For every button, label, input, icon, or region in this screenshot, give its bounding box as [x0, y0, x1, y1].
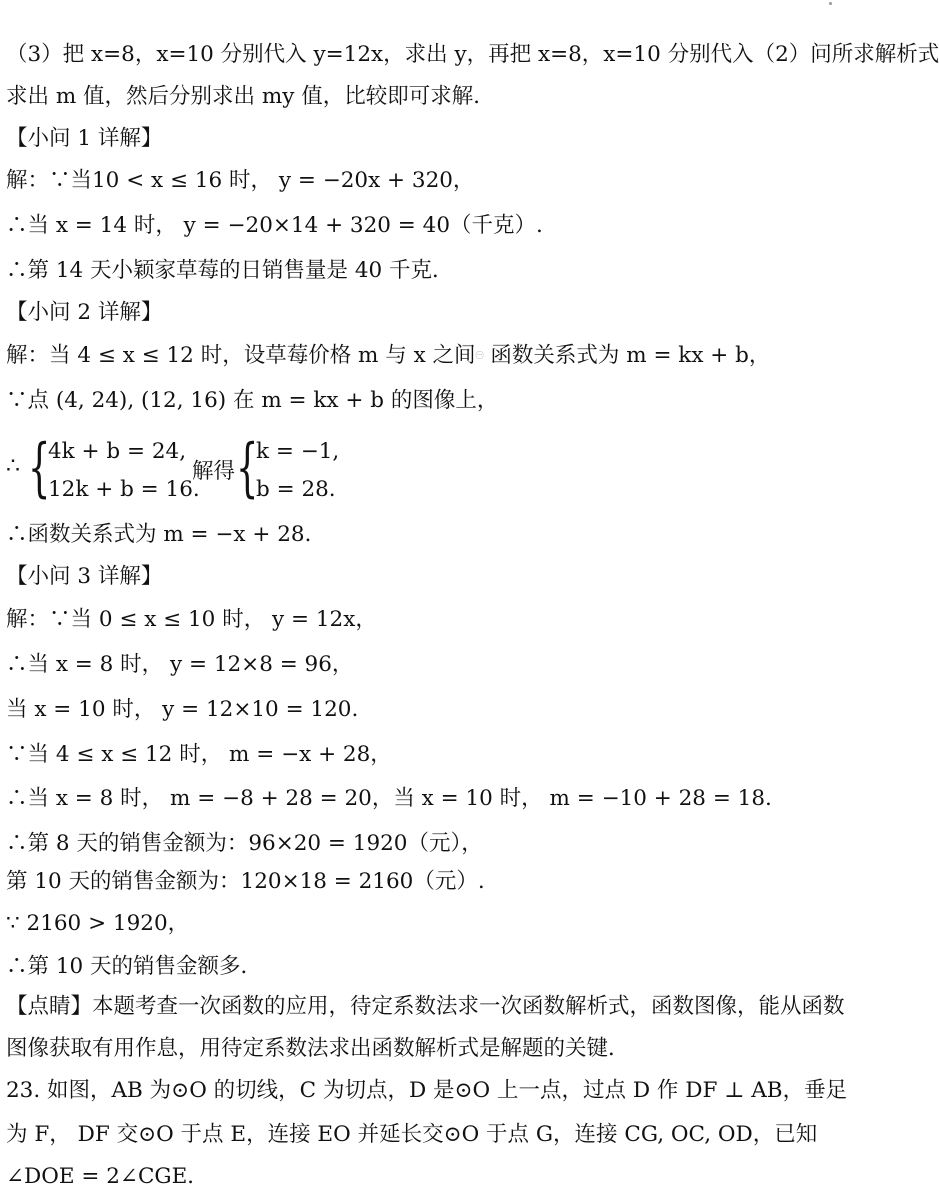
q3-conclusion: ∴第 10 天的销售金额多．: [6, 954, 263, 979]
q3-line-5: ∴当 x = 8 时， m = −8 + 28 = 20，当 x = 10 时， m = −10 + 28 = 18.: [6, 786, 772, 811]
q2-line-1: [6, 341, 834, 371]
q1-line-2: ∴当 x = 14 时， y = −20×14 + 320 = 40（千克）.: [6, 213, 543, 238]
heading-q3: 【小问 3 详解】: [6, 564, 163, 589]
system-eq2: 12k + b = 16.: [48, 477, 200, 502]
therefore-symbol: ∴: [6, 454, 20, 479]
heading-q2: 【小问 2 详解】: [6, 300, 163, 325]
system-sol1: k = −1,: [256, 439, 340, 464]
right-brace: {: [236, 431, 259, 505]
system-sol2: b = 28.: [256, 477, 336, 502]
small-mark: ㊀: [475, 351, 484, 360]
problem-23-line-2: 为 F， DF 交⊙O 于点 E，连接 EO 并延长交⊙O 于点 G，连接 CG, OC, OD，已知: [6, 1122, 818, 1147]
q3-line-2: ∴当 x = 8 时， y = 12×8 = 96，: [6, 652, 354, 677]
q2-line-1-b: 函数关系式为 m = kx + b，: [490, 343, 771, 368]
q2-line-1-a: 解：当 4 ≤ x ≤ 12 时，设草莓价格 m 与 x 之间: [6, 343, 476, 368]
line-hint-3: （3）把 x=8，x=10 分别代入 y=12x，求出 y，再把 x=8，x=10 分别代入（2）问所求解析式: [6, 42, 939, 67]
page-corner-dot: [829, 2, 832, 5]
system-eq1: 4k + b = 24,: [48, 439, 187, 464]
q2-line-2: ∵点 (4, 24), (12, 16) 在 m = kx + b 的图像上，: [6, 388, 499, 413]
remark-line-2: 图像获取有用作息，用待定系数法求出函数解析式是解题的关键．: [6, 1036, 630, 1061]
q3-line-7: 第 10 天的销售金额为：120×18 = 2160（元）.: [6, 869, 485, 894]
problem-23-line-3: ∠DOE = 2∠CGE．: [6, 1164, 209, 1189]
left-brace: {: [28, 431, 51, 505]
line-hint-3-cont: 求出 m 值，然后分别求出 my 值，比较即可求解．: [6, 84, 495, 109]
q2-conclusion: ∴函数关系式为 m = −x + 28．: [6, 522, 327, 547]
solve-text: 解得: [192, 459, 236, 484]
q3-line-6: ∴第 8 天的销售金额为：96×20 = 1920（元），: [6, 831, 483, 856]
equation-system: [6, 432, 426, 508]
heading-q1: 【小问 1 详解】: [6, 126, 163, 151]
q3-line-3: 当 x = 10 时， y = 12×10 = 120.: [6, 697, 359, 722]
q1-line-1: 解：∵当10 < x ≤ 16 时， y = −20x + 320，: [6, 168, 475, 193]
q1-conclusion: ∴第 14 天小颖家草莓的日销售量是 40 千克．: [6, 258, 454, 283]
q3-line-8: ∵ 2160 > 1920，: [6, 911, 190, 936]
q3-line-1: 解：∵当 0 ≤ x ≤ 10 时， y = 12x，: [6, 607, 377, 632]
q3-line-4: ∵当 4 ≤ x ≤ 12 时， m = −x + 28，: [6, 742, 392, 767]
problem-23-line-1: 23. 如图，AB 为⊙O 的切线，C 为切点，D 是⊙O 上一点，过点 D 作 DF ⊥ AB，垂足: [6, 1078, 848, 1103]
remark-line-1: 【点睛】本题考查一次函数的应用，待定系数法求一次函数解析式，函数图像，能从函数: [6, 994, 845, 1019]
